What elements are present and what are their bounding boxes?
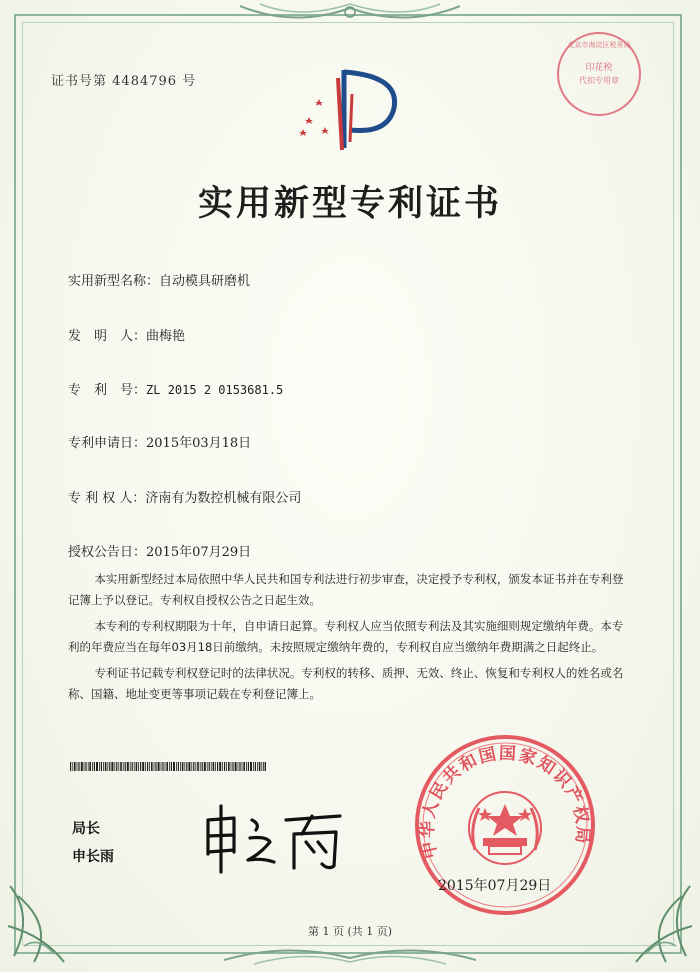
field-label: 授权公告日： <box>68 545 147 560</box>
bottom-left-ornament <box>4 876 74 966</box>
patent-office-logo <box>292 64 412 156</box>
field-patentee <box>68 487 301 506</box>
top-ornament <box>240 0 460 30</box>
body-paragraph: 本实用新型经过本局依照中华人民共和国专利法进行初步审查，决定授予专利权，颁发本证书并在专利登记簿上予以登记。专利权自授权公告之日起生效。 <box>68 572 624 607</box>
director-title: 局长 <box>72 821 100 837</box>
certificate-number-label: 证书号第 <box>51 74 108 89</box>
barcode <box>70 762 266 771</box>
bottom-right-ornament <box>626 876 696 966</box>
page-footer: 第 1 页 (共 1 页) <box>307 925 393 938</box>
national-emblem-icon <box>469 792 541 864</box>
field-label: 专 利 号： <box>68 383 147 398</box>
field-patent-number <box>68 379 283 398</box>
field-value: 2015年07月29日 <box>146 545 252 560</box>
field-value: 2015年03月18日 <box>146 436 252 451</box>
page-title: 实用新型专利证书 <box>197 183 502 224</box>
certificate-number-suffix: 号 <box>182 74 197 89</box>
tax-stamp-line1: 印花税 <box>585 63 613 73</box>
certificate-number <box>51 70 196 89</box>
tax-stamp-outer-text: 北京市海淀区税务局 <box>567 41 631 49</box>
handwritten-signature <box>190 800 360 876</box>
body-paragraph: 本专利的专利权期限为十年，自申请日起算。专利权人应当依照专利法及其实施细则规定缴纳年费。本专利的年费应当在每年03月18日前缴纳。未按照规定缴纳年费的，专利权自应当缴纳年费期满之日起终止。 <box>68 619 624 654</box>
director-name: 申长雨 <box>72 849 114 865</box>
seal-text: 中华人民共和国国家知识产权局 <box>417 743 593 861</box>
field-value: 自动模具研磨机 <box>159 274 251 289</box>
field-announcement-date <box>68 541 251 560</box>
field-inventor <box>68 325 185 344</box>
field-value: 济南有为数控机械有限公司 <box>145 491 302 506</box>
certificate-body <box>68 569 628 710</box>
field-label: 发 明 人： <box>68 329 147 344</box>
seal-date: 2015年07月29日 <box>438 878 552 894</box>
field-value: ZL 2015 2 0153681.5 <box>146 383 284 397</box>
bottom-ornament <box>224 940 476 970</box>
field-application-date <box>68 432 251 451</box>
tax-stamp <box>557 32 641 116</box>
tax-stamp-line2: 代扣专用章 <box>579 76 619 85</box>
body-paragraph: 专利证书记载专利权登记时的法律状况。专利权的转移、质押、无效、终止、恢复和专利权人的姓名或名称、国籍、地址变更等事项记载在专利登记簿上。 <box>68 666 624 701</box>
field-value: 曲梅艳 <box>146 329 186 344</box>
field-label: 专利申请日： <box>68 436 147 451</box>
certificate-number-value: 4484796 <box>112 74 178 89</box>
field-label: 实用新型名称： <box>68 274 160 289</box>
field-label: 专 利 权 人： <box>68 491 146 506</box>
field-utility-model-name <box>68 270 250 289</box>
